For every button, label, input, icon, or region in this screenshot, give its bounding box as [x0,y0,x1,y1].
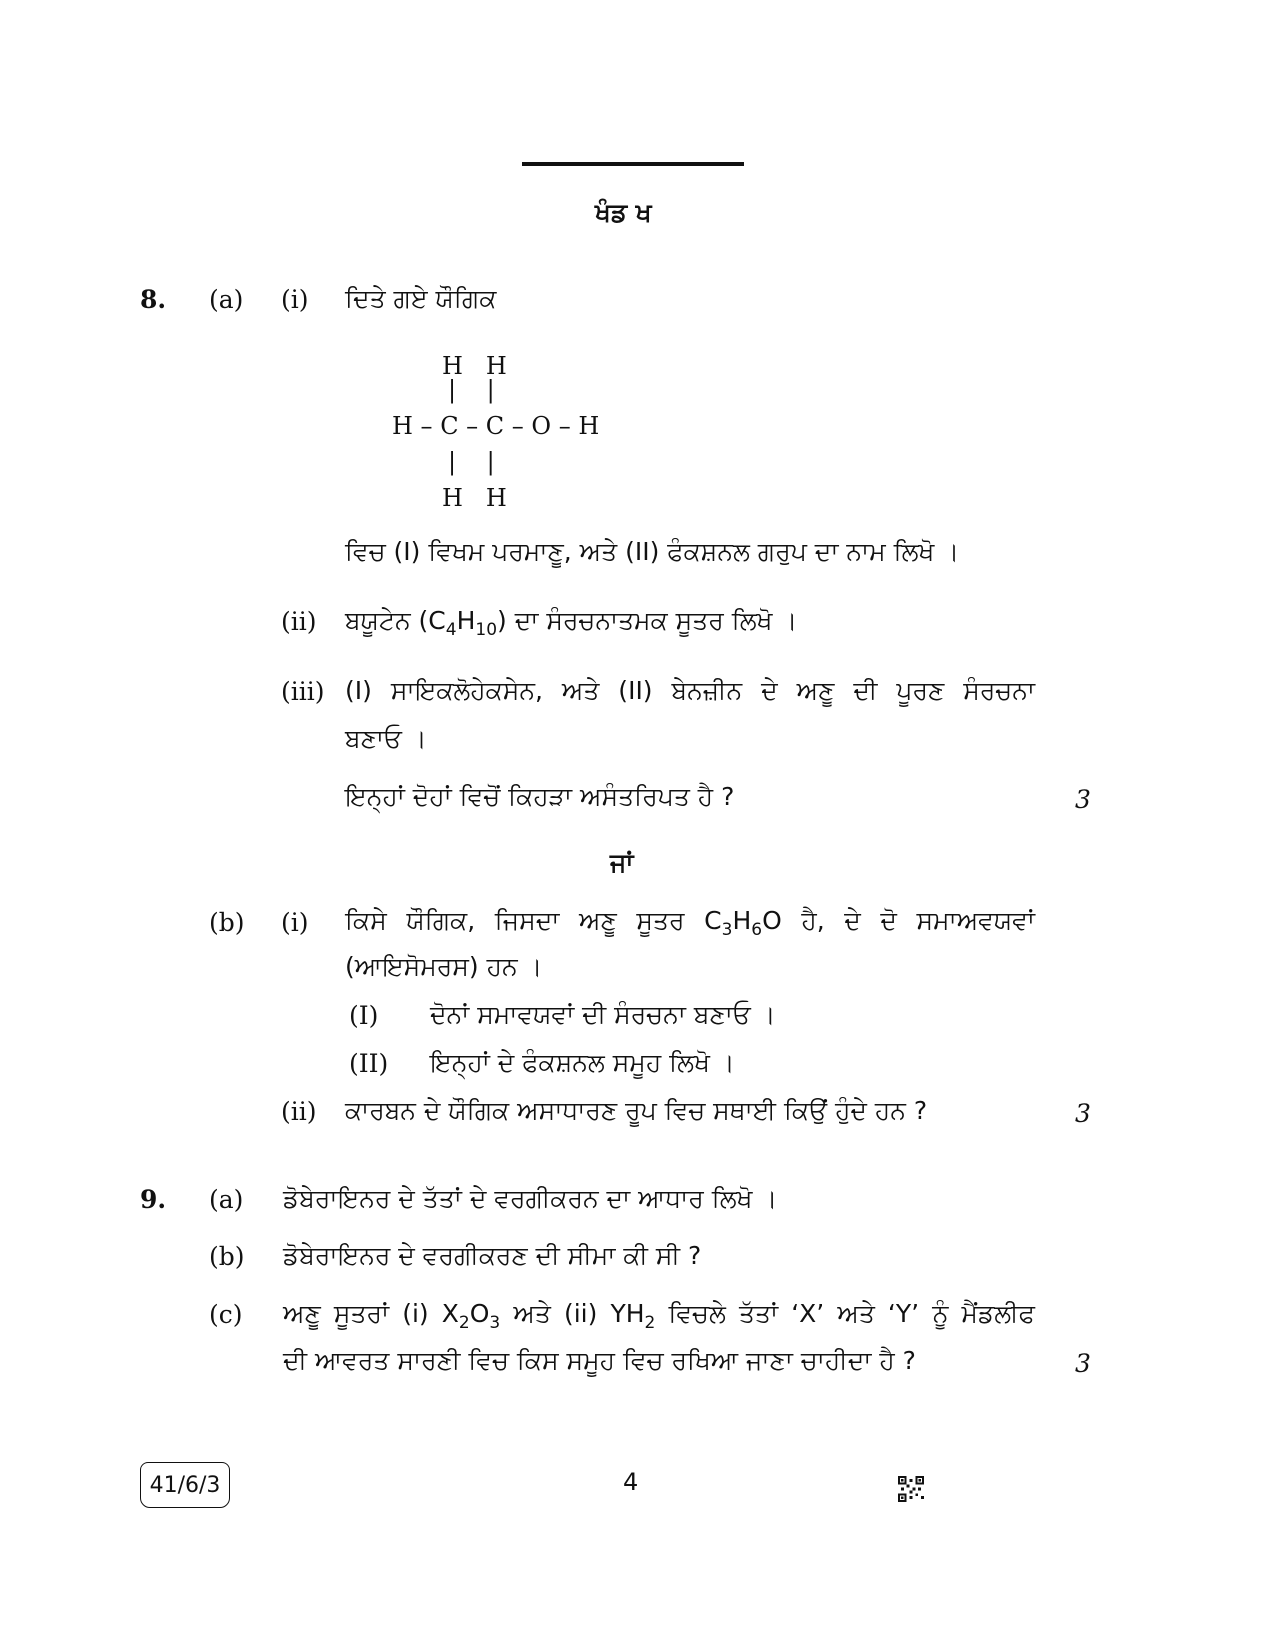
q8aiii-line3: ਇਨ੍ਹਾਂ ਦੋਹਾਂ ਵਿਚੋਂ ਕਿਹੜਾ ਅਸੰਤਰਿਪਤ ਹੈ ? [345,782,735,811]
q8bi-II-label: (II) [349,1049,389,1078]
q8ai-question: ਵਿਚ (I) ਵਿਖਮ ਪਰਮਾਣੂ, ਅਤੇ (II) ਫੰਕਸ਼ਨਲ ਗਰੁਪ ਦਾ ਨਾਮ ਲਿਖੋ । [345,537,960,566]
q9c-line2: ਦੀ ਆਵਰਤ ਸਾਰਣੀ ਵਿਚ ਕਿਸ ਸਮੂਹ ਵਿਚ ਰਖਿਆ ਜਾਣਾ ਚਾਹੀਦਾ ਹੈ ? [283,1346,916,1375]
q8bi-I-text: ਦੋਨਾਂ ਸਮਾਵਯਵਾਂ ਦੀ ਸੰਰਚਨਾ ਬਣਾਓ । [430,1000,776,1029]
q8aiii-label: (iii) [281,677,325,706]
q8b-label: (b) [209,908,245,937]
q8aii-label: (ii) [281,607,317,636]
q9c-label: (c) [209,1300,243,1329]
page-number: 4 [623,1468,639,1496]
top-rule [522,162,744,166]
q9-marks: 3 [1075,1349,1091,1378]
q8bi-line1: ਕਿਸੇ ਯੌਗਿਕ, ਜਿਸਦਾ ਅਣੂ ਸੂਤਰ $C_3H_6O$ ਹੈ, ਦੇ ਦੋ ਸਮਾਅਵਯਵਾਂ [345,906,1035,940]
q9b-label: (b) [209,1242,245,1271]
section-title: ਖੰਡ ਖ [595,198,652,227]
q8ai-label: (i) [281,285,309,314]
q9a-label: (a) [209,1185,244,1214]
qr-code-icon [898,1476,924,1502]
structure-top-bonds: | | [448,376,495,404]
q8bi-line2: (ਆਇਸੋਮਰਸ) ਹਨ । [345,952,543,981]
q8bii-label: (ii) [281,1097,317,1126]
q8-number: 8. [140,285,167,314]
paper-code-badge: 41/6/3 [140,1462,230,1508]
q9-number: 9. [140,1185,167,1214]
q8bii-text: ਕਾਰਬਨ ਦੇ ਯੌਗਿਕ ਅਸਾਧਾਰਣ ਰੂਪ ਵਿਚ ਸਥਾਈ ਕਿਉਂ ਹੁੰਦੇ ਹਨ ? [345,1096,928,1125]
structure-chain: H – C – C – O – H [392,412,600,440]
q8bi-I-label: (I) [349,1001,379,1030]
or-separator: ਜਾਂ [610,848,634,877]
q8aiii-line1: (I) ਸਾਇਕਲੋਹੇਕਸੇਨ, ਅਤੇ (II) ਬੇਨਜ਼ੀਨ ਦੇ ਅਣੂ ਦੀ ਪੂਰਣ ਸੰਰਚਨਾ [345,676,1035,705]
q8aiii-line2: ਬਣਾਓ । [345,724,427,753]
q8ai-intro: ਦਿਤੇ ਗਏ ਯੌਗਿਕ [345,284,497,313]
q8bi-label: (i) [281,908,309,937]
q8b-marks: 3 [1075,1099,1091,1128]
structure-bottom-bonds: | | [448,448,495,476]
q8bi-II-text: ਇਨ੍ਹਾਂ ਦੇ ਫੰਕਸ਼ਨਲ ਸਮੂਹ ਲਿਖੋ । [430,1048,735,1077]
q9b-text: ਡੋਬੇਰਾਇਨਰ ਦੇ ਵਰਗੀਕਰਣ ਦੀ ਸੀਮਾ ਕੀ ਸੀ ? [283,1241,702,1270]
q8a-label: (a) [209,285,244,314]
structure-bottom-h: H H [442,484,507,512]
structure-top-h: H H [442,352,507,380]
q9c-line1: ਅਣੂ ਸੂਤਰਾਂ (i) $X_2O_3$ ਅਤੇ (ii) $YH_2$ ਵਿਚਲੇ ਤੱਤਾਂ ‘X’ ਅਤੇ ‘Y’ ਨੂੰ ਮੈਂਡਲੀਫ [283,1299,1035,1333]
q8a-marks: 3 [1075,785,1091,814]
q9a-text: ਡੋਬੇਰਾਇਨਰ ਦੇ ਤੱਤਾਂ ਦੇ ਵਰਗੀਕਰਨ ਦਾ ਆਧਾਰ ਲਿਖੋ । [283,1184,778,1213]
q8aii-text: ਬਯੂਟੇਨ $(C_4H_{10})$ ਦਾ ਸੰਰਚਨਾਤਮਕ ਸੂਤਰ ਲਿਖੋ । [345,606,798,640]
